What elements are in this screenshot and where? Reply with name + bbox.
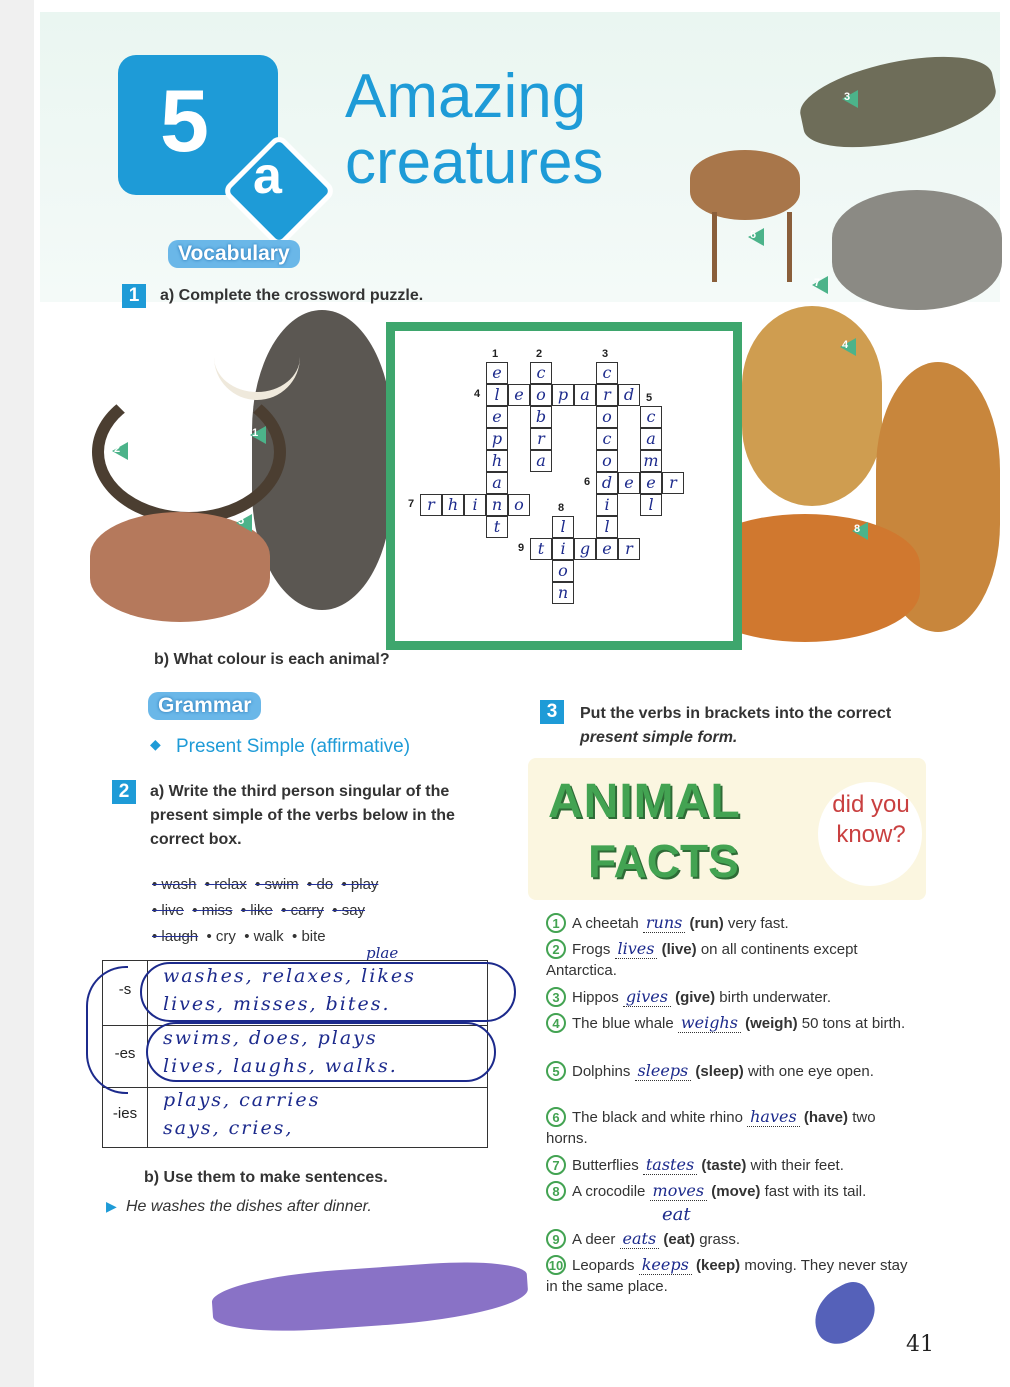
example-sentence: He washes the dishes after dinner. (126, 1198, 372, 1215)
crossword-cell[interactable]: e (486, 406, 508, 428)
verb-list (152, 872, 482, 950)
fact-verb: (weigh) (740, 1015, 802, 1032)
fact-item-6 (546, 1106, 908, 1149)
crossword-cell[interactable]: a (530, 450, 552, 472)
animal-marker-3-label: 3 (844, 91, 851, 103)
ending-es-label: -es (114, 1045, 136, 1062)
fact-text-before: Frogs (572, 941, 615, 958)
fact-number: 1 (546, 913, 566, 933)
handwritten-margin-note: eat (662, 1204, 691, 1225)
fact-text-after: 50 tons at birth. (801, 1015, 906, 1032)
fact-text-before: The black and white rhino (572, 1109, 748, 1126)
crossword-clue-number-6: 6 (584, 476, 591, 488)
verb-cry: • cry (206, 928, 236, 945)
crossword-cell[interactable]: d (596, 472, 618, 494)
handwritten-note: plae (366, 944, 399, 962)
ink-bracket (86, 966, 128, 1094)
ending-s-answer-2[interactable]: lives, misses, bites. (163, 993, 391, 1015)
fact-number: 10 (546, 1255, 566, 1275)
crossword-cell[interactable]: e (640, 472, 662, 494)
fact-text-after: very fast. (727, 915, 789, 932)
exercise-3-number: 3 (540, 700, 564, 724)
exercise-3-instruction-2: present simple form. (580, 729, 738, 746)
crossword-cell[interactable]: c (530, 362, 552, 384)
ending-s-answer-1[interactable]: washes, relaxes, likes (163, 965, 416, 987)
rhino-image (832, 190, 1002, 310)
fact-item-5 (546, 1060, 908, 1082)
fact-answer[interactable]: lives (615, 939, 658, 959)
fact-answer[interactable]: weighs (678, 1013, 741, 1033)
fact-item-1 (546, 912, 908, 934)
fact-verb: (taste) (697, 1157, 751, 1174)
fact-text-after: with one eye open. (747, 1063, 874, 1080)
crossword-clue-number-9: 9 (518, 542, 525, 554)
fact-verb: (sleep) (691, 1063, 748, 1080)
crossword-clue-number-2: 2 (536, 348, 543, 360)
crossword-cell[interactable]: e (596, 538, 618, 560)
ending-ies-label: -ies (112, 1105, 138, 1122)
crossword-cell[interactable]: o (530, 384, 552, 406)
fact-text-before: Dolphins (572, 1063, 635, 1080)
exercise-2-number: 2 (112, 780, 136, 804)
fact-text-before: Hippos (572, 989, 623, 1006)
crossword-cell[interactable]: d (618, 384, 640, 406)
verb-carry: • carry (281, 902, 324, 919)
crossword-cell[interactable]: r (420, 494, 442, 516)
animal-marker-8-label: 8 (854, 523, 861, 535)
fact-answer[interactable]: keeps (639, 1255, 692, 1275)
crossword-cell[interactable]: h (442, 494, 464, 516)
crossword-cell[interactable]: h (486, 450, 508, 472)
animal-marker-5-label: 5 (238, 515, 245, 527)
fact-verb: (give) (670, 989, 720, 1006)
verb-bite: • bite (292, 928, 326, 945)
crossword-cell[interactable]: r (662, 472, 684, 494)
fact-text-after: fast with its tail. (764, 1183, 867, 1200)
fact-text-after: grass. (699, 1231, 741, 1248)
exercise-3-instruction-1: Put the verbs in brackets into the correct (580, 705, 892, 722)
fact-answer[interactable]: sleeps (635, 1061, 692, 1081)
fact-text-after: two horns. (546, 1109, 876, 1147)
fact-number: 2 (546, 939, 566, 959)
play-arrow-icon: ▶ (106, 1198, 117, 1214)
fact-answer[interactable]: tastes (643, 1155, 697, 1175)
grammar-topic: Present Simple (affirmative) (176, 736, 411, 757)
diamond-bullet-icon: ◆ (150, 736, 161, 752)
verb-live: • live (152, 902, 184, 919)
crossword-clue-number-3: 3 (602, 348, 609, 360)
fact-number: 4 (546, 1013, 566, 1033)
grammar-label: Grammar (148, 692, 261, 720)
animal-facts-title-1: ANIMAL (548, 775, 741, 828)
crossword-cell[interactable]: m (640, 450, 662, 472)
fact-answer[interactable]: eats (620, 1229, 660, 1249)
crossword-cell[interactable]: o (596, 406, 618, 428)
crossword-cell[interactable]: b (530, 406, 552, 428)
fact-text-before: The blue whale (572, 1015, 678, 1032)
verb-relax: • relax (204, 876, 247, 893)
fact-answer[interactable]: moves (650, 1181, 708, 1201)
animal-marker-7-label: 7 (814, 277, 821, 289)
verb-swim: • swim (255, 876, 299, 893)
fact-verb: (eat) (659, 1231, 700, 1248)
crossword-clue-number-7: 7 (408, 498, 415, 510)
crossword-cell[interactable]: g (574, 538, 596, 560)
crossword-cell[interactable]: r (530, 428, 552, 450)
fact-verb: (keep) (691, 1257, 745, 1274)
crossword-cell[interactable]: t (486, 516, 508, 538)
crossword-cell[interactable]: n (552, 582, 574, 604)
ending-s-label: -s (118, 981, 132, 998)
fact-item-9 (546, 1228, 908, 1250)
crossword-cell[interactable]: c (640, 406, 662, 428)
crossword-cell[interactable]: i (596, 494, 618, 516)
unit-letter: a (253, 147, 282, 205)
exercise-1a-instruction: a) Complete the crossword puzzle. (160, 287, 424, 304)
crossword-cell[interactable]: c (596, 428, 618, 450)
fact-answer[interactable]: runs (643, 913, 685, 933)
fact-verb: (move) (707, 1183, 765, 1200)
ink-oval-1 (140, 962, 516, 1022)
fact-text-after: moving. They never stay in the same place. (546, 1257, 908, 1295)
verb-laugh: • laugh (152, 928, 199, 945)
fact-text-after: with their feet. (750, 1157, 844, 1174)
verb-walk: • walk (244, 928, 284, 945)
unit-number: 5 (160, 71, 209, 170)
deer-image (690, 150, 800, 220)
fact-verb: (have) (799, 1109, 853, 1126)
verb-say: • say (332, 902, 366, 919)
crossword-cell[interactable]: o (596, 450, 618, 472)
fact-verb: (run) (685, 915, 728, 932)
ink-scribble (210, 1257, 529, 1337)
ink-oval-2 (146, 1022, 496, 1082)
animal-marker-1-label: 1 (252, 427, 259, 439)
crossword-clue-number-1: 1 (492, 348, 499, 360)
fact-number: 3 (546, 987, 566, 1007)
animal-marker-2-label: 2 (114, 443, 121, 455)
verb-do: • do (307, 876, 334, 893)
vocabulary-label: Vocabulary (168, 240, 300, 268)
crossword-cell[interactable]: a (574, 384, 596, 406)
crossword-cell[interactable]: l (486, 384, 508, 406)
ending-es-answer-2[interactable]: lives, laughs, walks. (163, 1055, 398, 1077)
deer-legs (712, 212, 792, 282)
fact-item-7 (546, 1154, 908, 1176)
crossword-cell[interactable]: r (618, 538, 640, 560)
ending-ies-answer-2[interactable]: says, cries, (163, 1117, 294, 1139)
animal-facts-title-2: FACTS (588, 835, 739, 887)
verb-like: • like (240, 902, 273, 919)
crossword-clue-number-5: 5 (646, 392, 653, 404)
fact-answer[interactable]: gives (623, 987, 671, 1007)
fact-text-before: Butterflies (572, 1157, 643, 1174)
did-you-know-text: did you know? (832, 791, 910, 848)
crossword-clue-number-4: 4 (474, 388, 481, 400)
fact-number: 8 (546, 1181, 566, 1201)
exercise-1b-instruction: b) What colour is each animal? (154, 651, 390, 668)
exercise-2b-instruction: b) Use them to make sentences. (144, 1169, 388, 1186)
crossword-cell[interactable]: p (552, 384, 574, 406)
crossword-cell[interactable]: i (552, 538, 574, 560)
fact-verb: (live) (657, 941, 701, 958)
fact-text-before: A crocodile (572, 1183, 650, 1200)
fact-number: 5 (546, 1061, 566, 1081)
fact-number: 9 (546, 1229, 566, 1249)
verb-wash: • wash (152, 876, 197, 893)
animal-marker-6-label: 6 (750, 229, 757, 241)
crossword-cell[interactable]: e (508, 384, 530, 406)
crossword-cell[interactable]: e (486, 362, 508, 384)
crossword-cell[interactable]: i (464, 494, 486, 516)
fact-number: 6 (546, 1107, 566, 1127)
title-line-1: Amazing (345, 62, 587, 131)
fact-text-after: on all continents except Antarctica. (546, 941, 858, 979)
crossword-cell[interactable]: o (552, 560, 574, 582)
crossword-cell[interactable]: r (596, 384, 618, 406)
table-row-ies (103, 1087, 487, 1147)
ending-ies-answer-1[interactable]: plays, carries (163, 1089, 321, 1111)
crossword-cell[interactable]: l (596, 516, 618, 538)
fact-text-before: A cheetah (572, 915, 643, 932)
exercise-2a-instruction: a) Write the third person singular of the present simple of the verbs below in the correct box. (150, 783, 455, 848)
fact-text-before: Leopards (572, 1257, 639, 1274)
fact-text-after: birth underwater. (719, 989, 832, 1006)
crossword-cell[interactable]: e (618, 472, 640, 494)
ending-es-answer-1[interactable]: swims, does, plays (163, 1027, 378, 1049)
crossword-cell[interactable]: t (530, 538, 552, 560)
crossword-cell[interactable]: n (486, 494, 508, 516)
crossword-cell[interactable]: o (508, 494, 530, 516)
verb-play: • play (341, 876, 379, 893)
verb-miss: • miss (192, 902, 233, 919)
crossword-cell[interactable]: p (486, 428, 508, 450)
crossword-cell[interactable]: l (640, 494, 662, 516)
leopard-image (742, 306, 882, 506)
fact-item-8 (546, 1180, 908, 1202)
fact-item-4 (546, 1012, 908, 1034)
crossword-cell[interactable]: a (640, 428, 662, 450)
title-line-2: creatures (345, 128, 604, 197)
page-title (345, 64, 603, 196)
page-number: 41 (906, 1332, 934, 1357)
crossword-cell[interactable]: l (552, 516, 574, 538)
fact-answer[interactable]: haves (747, 1107, 800, 1127)
exercise-1-number: 1 (122, 284, 146, 308)
crossword-clue-number-8: 8 (558, 502, 565, 514)
fact-text-before: A deer (572, 1231, 620, 1248)
fact-item-2 (546, 938, 908, 981)
fact-item-3 (546, 986, 908, 1008)
crossword-cell[interactable]: a (486, 472, 508, 494)
fact-number: 7 (546, 1155, 566, 1175)
crossword-cell[interactable]: c (596, 362, 618, 384)
animal-marker-4-label: 4 (842, 339, 849, 351)
